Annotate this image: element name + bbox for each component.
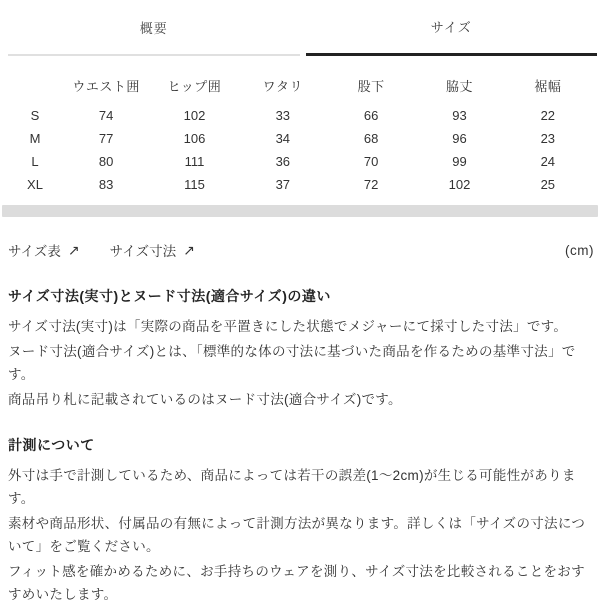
column-header-inseam: 股下 [357,79,385,94]
tab-size-label: サイズ [430,20,472,35]
size-label: S [30,108,40,123]
difference-paragraph-2: ヌード寸法(適合サイズ)とは、「標準的な体の寸法に基づいた商品を作るための基準寸法」です。 [8,344,576,382]
cell-value: 36 [275,154,291,169]
cell-value: 70 [363,154,379,169]
size-label: M [29,131,41,146]
tab-overview-label: 概要 [139,20,168,36]
cell-value: 102 [448,177,471,192]
size-table-header-row [8,69,592,104]
links-row [0,240,600,260]
size-table [8,69,592,196]
cell-value: 37 [275,177,291,192]
difference-paragraph-1: サイズ寸法(実寸)は「実際の商品を平置きにした状態でメジャーにて採寸した寸法」です。 [8,319,568,334]
column-header-waist: ウエスト囲 [72,79,140,94]
cell-value: 115 [184,177,205,192]
cell-value: 72 [363,177,379,192]
size-column-header-empty [8,69,62,104]
cell-value: 102 [183,108,206,123]
external-link-icon: ↗ [183,242,195,258]
cell-value: 66 [363,108,379,123]
cell-value: 96 [452,131,467,146]
cell-value: 22 [540,108,556,123]
explanation-sections [0,286,600,606]
tab-overview[interactable] [8,0,300,56]
cell-value: 23 [540,131,556,146]
cell-value: 25 [540,177,556,192]
measurement-paragraph-1: 外寸は手で計測しているため、商品によっては若干の誤差(1〜2cm)が生じる可能性があります。 [8,468,576,506]
size-measure-link-label: サイズ寸法 [109,244,177,259]
cell-value: 106 [183,131,206,146]
tab-bar [0,0,600,56]
external-link-icon: ↗ [67,242,80,258]
cell-value: 74 [98,108,114,123]
section-measurement [8,435,592,606]
horizontal-scrollbar[interactable] [2,205,598,217]
cell-value: 34 [275,131,291,146]
size-measure-link[interactable] [110,240,195,260]
size-chart-link-label: サイズ表 [8,244,61,259]
table-row-l [8,150,592,173]
measurement-paragraph-3: フィット感を確かめるために、お手持ちのウェアを測り、サイズ寸法を比較されることをおすすめいたします。 [8,564,585,602]
cell-value: 83 [98,177,114,192]
cell-value: 33 [275,108,291,123]
table-row-s [8,104,592,127]
measurement-paragraph-2: 素材や商品形状、付属品の有無によって計測方法が異なります。詳しくは「サイズの寸法について」をご覧ください。 [8,516,586,554]
column-header-side-length: 脇丈 [445,79,473,94]
size-chart-link[interactable] [8,240,80,260]
size-label: L [31,154,39,169]
tab-size[interactable] [306,0,598,56]
cell-value: 111 [184,154,205,169]
table-row-m [8,127,592,150]
cell-value: 80 [98,154,114,169]
column-header-hem-width: 裾幅 [534,79,562,94]
column-header-thigh: ワタリ [262,79,303,94]
section-heading-measurement: 計測について [8,437,95,453]
cell-value: 77 [98,131,114,146]
cell-value: 24 [540,154,556,169]
difference-paragraph-3: 商品吊り札に記載されているのはヌード寸法(適合サイズ)です。 [8,392,402,407]
size-label: XL [27,177,43,192]
cell-value: 99 [452,154,467,169]
unit-label: (cm) [565,242,594,258]
section-heading-difference: サイズ寸法(実寸)とヌード寸法(適合サイズ)の違い [8,288,331,304]
column-header-hip: ヒップ囲 [167,79,222,94]
table-row-xl [8,173,592,196]
cell-value: 68 [363,131,379,146]
section-size-difference [8,286,592,411]
cell-value: 93 [452,108,467,123]
